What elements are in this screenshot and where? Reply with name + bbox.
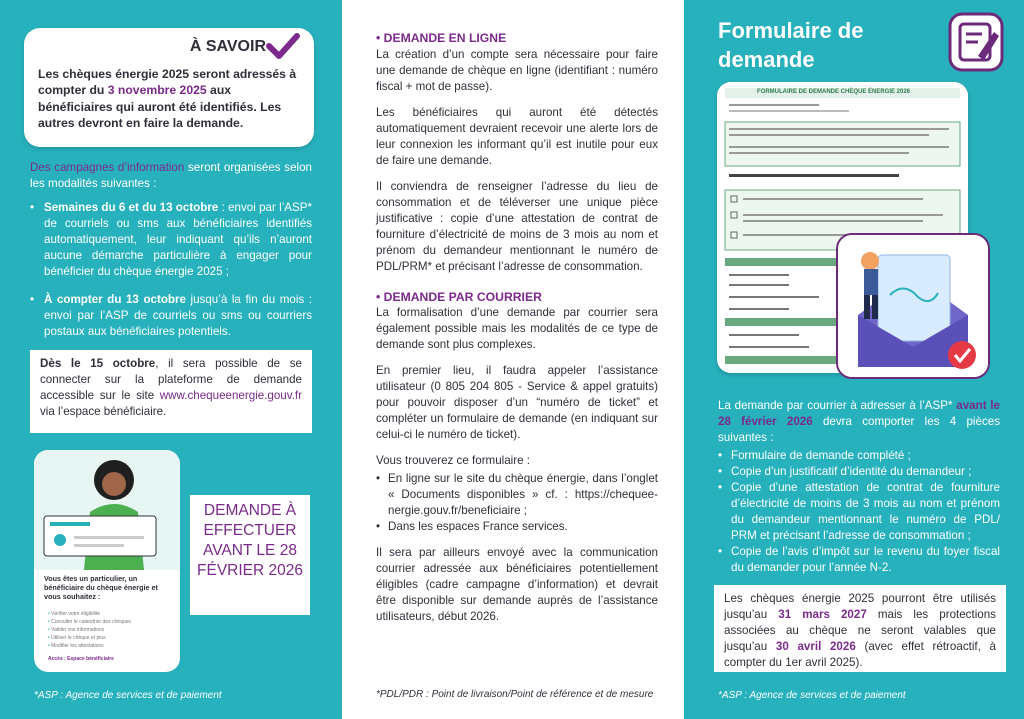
flyer-heading: Vous êtes un particulier, un bénéficiaire du chèque énergie et vous souhaitez : bbox=[44, 574, 158, 601]
form-edit-icon bbox=[948, 12, 1004, 72]
paragraph: La formalisation d’une demande par courrier sera également possible mais les modalités de ce type de demande sont plus complexes. bbox=[376, 306, 658, 352]
list-item: • Dans les espaces France services. bbox=[376, 519, 658, 535]
list-item: • Copie d’une attestation de contrat de fourniture d’électricité de moins de 3 mois au nom et prénom du demandeur mentionnant le numéro de PDL/ PRM et précisant l’adresse de consommation ; bbox=[718, 480, 1000, 544]
bullet2-bold: À compter du 13 octobre bbox=[44, 292, 186, 306]
paragraph: Les bénéficiaires qui auront été détectés automatiquement devraient recevoir une alerte lors de leur connexion les informant qu’il est inutile pour eux de faire une demande. bbox=[376, 105, 658, 167]
middle-panel bbox=[342, 0, 684, 719]
list-item: • En ligne sur le site du chèque énergie, dans l’onglet « Documents disponibles » cf. : https://chequee-nergie.gouv.fr/beneficiaire ; bbox=[376, 471, 658, 519]
paragraph: En premier lieu, il faudra appeler l’assistance utilisateur (0 805 204 805 - Service & appel gratuits) pour pouvoir disposer d’un “numéro de ticket” et compléter un formulaire de demande (en indiquant sur celui-ci le numéro de ticket). bbox=[376, 364, 658, 442]
validity-date: 30 avril 2026 bbox=[775, 639, 856, 653]
checkmark-icon bbox=[266, 32, 300, 60]
beneficiary-flyer-image bbox=[34, 450, 180, 672]
list-item: • Copie d’un justificatif d’identité du demandeur ; bbox=[718, 464, 1000, 480]
paragraph: Il conviendra de renseigner l’adresse du lieu de consommation et de téléverser une unique pièce justificative : copie d’une attestation de contrat de fourniture d’électricité de moins de 3 mois au nom et prénom du demandeur mentionnant le numéro de PDL/PRM* et précisant l’adresse de consommation. bbox=[376, 179, 658, 273]
pieces-list bbox=[718, 448, 1000, 576]
campagnes-intro: seront organisées selon les modalités suivantes : bbox=[30, 161, 312, 190]
flyer-line: • Modifier les attestations bbox=[48, 642, 168, 650]
paragraph: Il sera par ailleurs envoyé avec la communication courrier adressée aux bénéficiaires potentiellement éligibles (cadre campagne d’information) et devrait être disponible sur demande auprès de l’assistance utilisateurs, début 2026. bbox=[376, 546, 658, 624]
right-footnote: *ASP : Agence de services et de paiement bbox=[718, 690, 906, 701]
bullet1-bold: Semaines du 6 et du 13 octobre bbox=[44, 200, 219, 214]
savoir-text-2: aux bénéficiaires qui auront été identifiés. Les autres devront en faire la demande. bbox=[38, 83, 282, 131]
courrier-requirements bbox=[718, 398, 1000, 576]
flyer-illustration bbox=[34, 450, 180, 570]
validity-date: 31 mars 2027 bbox=[778, 607, 867, 621]
middle-content bbox=[376, 30, 658, 635]
title-line: demande bbox=[718, 46, 815, 72]
envelope-letter-icon bbox=[838, 235, 988, 377]
validity-text: Les chèques énergie 2025 pourront être utilisés jusqu’au bbox=[724, 592, 996, 621]
envelope-illustration bbox=[836, 233, 990, 379]
flyer-line: • Consulter le calendrier des chèques bbox=[48, 618, 168, 626]
paragraph: La création d’un compte sera nécessaire pour faire une demande de chèque en ligne (identifiant : numéro fiscal + mot de passe). bbox=[376, 47, 658, 93]
demande-en-ligne-heading: • DEMANDE EN LIGNE bbox=[376, 31, 507, 45]
formulaire-locations-list bbox=[376, 471, 658, 535]
list-item bbox=[30, 292, 312, 340]
validity-box bbox=[714, 585, 1006, 672]
left-footnote: *ASP : Agence de services et de paiement bbox=[34, 690, 222, 701]
flyer-line: • Utiliser le chèque et plus bbox=[48, 634, 168, 642]
middle-footnote: *PDL/PDR : Point de livraison/Point de référence et de mesure bbox=[376, 689, 654, 700]
flyer-line: • Valider vos informations bbox=[48, 626, 168, 634]
campagnes-list bbox=[30, 200, 312, 340]
form-sheet-header: FORMULAIRE DE DEMANDE CHÈQUE ÉNERGIE 2026 bbox=[757, 89, 911, 95]
list-item: • Copie de l’avis d’impôt sur le revenu du foyer fiscal du demander pour l’année N-2. bbox=[718, 544, 1000, 576]
campagnes-highlight: Des campagnes d’information bbox=[30, 161, 185, 174]
validity-text: (avec effet rétroactif, à compter du 1er avril 2025). bbox=[724, 639, 996, 669]
deadline-date: avant le 28 février 2026 bbox=[718, 399, 1000, 428]
savoir-date: 3 novembre 2025 bbox=[107, 83, 207, 98]
validity-text: mais les protections associées au chèque ne seront valables que jusqu’au bbox=[724, 607, 996, 653]
des15-end: via l’espace bénéficiaire. bbox=[40, 404, 167, 418]
list-item: • Formulaire de demande complété ; bbox=[718, 448, 1000, 464]
formulaire-title bbox=[718, 17, 863, 74]
woman-holding-cheque-icon bbox=[34, 450, 180, 570]
intro-text: La demande par courrier à adresser à l’ASP* bbox=[718, 399, 957, 412]
paragraph: Vous trouverez ce formulaire : bbox=[376, 454, 531, 468]
savoir-text-1: Les chèques énergie 2025 seront adressés à compter du bbox=[38, 67, 297, 98]
demande-par-courrier-heading: • DEMANDE PAR COURRIER bbox=[376, 289, 542, 304]
flyer-footer: Accès : Espace bénéficiaire bbox=[48, 656, 114, 662]
deadline-box: DEMANDE À EFFECTUER AVANT LE 28 FÉVRIER 2026 bbox=[190, 495, 310, 615]
title-line: Formulaire de bbox=[718, 18, 864, 43]
chequeenergie-link[interactable]: www.chequeenergie.gouv.fr bbox=[159, 388, 302, 402]
a-savoir-title: À SAVOIR bbox=[189, 38, 266, 55]
campagnes-section bbox=[30, 160, 312, 352]
des15-bold: Dès le 15 octobre bbox=[40, 357, 156, 370]
flyer-lines bbox=[48, 610, 168, 650]
bullet2-text: jusqu’à la fin du mois : envoi par l’ASP de courriels ou sms ou courriers postaux aux bénéficiaires potentiels. bbox=[44, 292, 312, 338]
intro-text-2: devra comporter les 4 pièces suivantes : bbox=[718, 414, 1000, 444]
list-item bbox=[30, 200, 312, 280]
a-savoir-box bbox=[24, 28, 314, 147]
des15-text: , il sera possible de se connecter sur la plateforme de demande accessible sur le site bbox=[40, 357, 303, 402]
des-15-octobre-box bbox=[30, 350, 312, 433]
flyer-line: • Vérifier votre éligibilité bbox=[48, 610, 168, 618]
bullet1-text: : envoi par l’ASP* de courriels ou sms aux bénéficiaires identifiés automatiquement, leur indiquant qu’ils n’auront aucune démarche particulière à engager pour bénéficier du chèque énergie 2025 ; bbox=[44, 200, 312, 278]
